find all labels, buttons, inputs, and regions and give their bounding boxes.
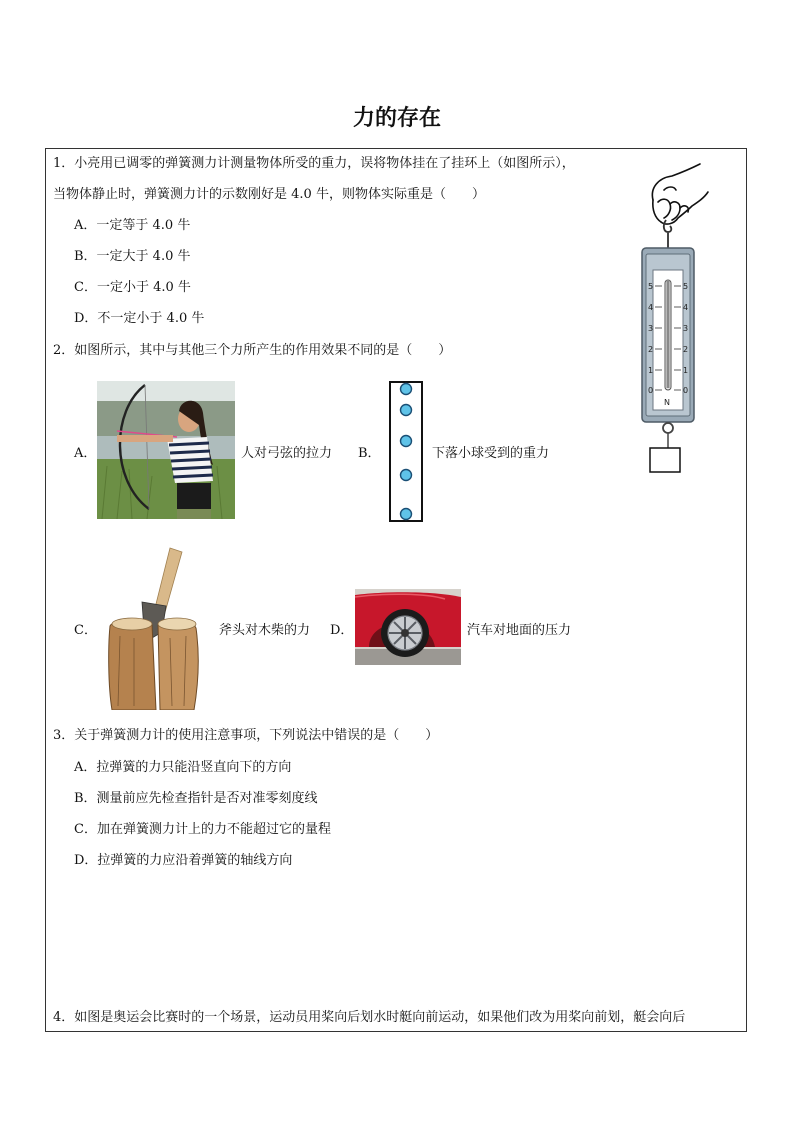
q3-option-a[interactable]: A．拉弹簧的力只能沿竖直向下的方向 (74, 760, 292, 775)
q2-option-a-caption: 人对弓弦的拉力 (241, 446, 333, 461)
q1-option-a[interactable]: A．一定等于 4.0 牛 (74, 218, 191, 233)
scale-tick-3-right: 3 (683, 324, 689, 333)
scale-tick-2-left: 2 (648, 345, 654, 354)
q2-option-d-caption: 汽车对地面的压力 (467, 623, 572, 638)
q2-option-c-caption: 斧头对木柴的力 (219, 623, 311, 638)
scale-tick-1-right: 1 (683, 366, 689, 375)
q2-option-b-caption: 下落小球受到的重力 (432, 446, 550, 461)
hand-icon (652, 164, 708, 224)
q2-option-b-letter[interactable]: B． (358, 446, 381, 461)
q3-option-c[interactable]: C．加在弹簧测力计上的力不能超过它的量程 (74, 822, 331, 837)
scale-tick-3-left: 3 (648, 324, 654, 333)
ball-icon (401, 509, 412, 520)
q3-option-d[interactable]: D．拉弹簧的力应沿着弹簧的轴线方向 (74, 853, 293, 868)
q1-option-d[interactable]: D．不一定小于 4.0 牛 (74, 311, 205, 326)
scale-tick-4-right: 4 (683, 303, 689, 312)
scale-tick-2-right: 2 (683, 345, 689, 354)
q2-option-a-letter[interactable]: A． (74, 446, 97, 461)
scale-tick-5-right: 5 (683, 282, 689, 291)
top-hook-icon (664, 220, 671, 232)
ball-icon (401, 436, 412, 447)
q1-stem-line2: 当物体静止时，弹簧测力计的示数刚好是 4.0 牛，则物体实际重是（ ） (53, 187, 485, 202)
q3-stem: 3．关于弹簧测力计的使用注意事项，下列说法中错误的是（ ） (53, 728, 439, 743)
q1-option-c[interactable]: C．一定小于 4.0 牛 (74, 280, 191, 295)
q3-option-b[interactable]: B．测量前应先检查指针是否对准零刻度线 (74, 791, 318, 806)
scale-unit: N (664, 398, 670, 407)
falling-ball-figure (388, 380, 424, 523)
q2-stem: 2．如图所示，其中与其他三个力所产生的作用效果不同的是（ ） (53, 343, 452, 358)
page-title: 力的存在 (352, 106, 441, 131)
q2-option-c-letter[interactable]: C． (74, 623, 97, 638)
q2-option-d-letter[interactable]: D． (330, 623, 354, 638)
scale-tick-1-left: 1 (648, 366, 654, 375)
ball-icon (401, 405, 412, 416)
q1-stem-line1: 1．小亮用已调零的弹簧测力计测量物体所受的重力，误将物体挂在了挂环上（如图所示）， (53, 156, 575, 171)
hanging-block (650, 448, 680, 472)
axe-wood-photo (104, 546, 200, 710)
scale-tick-4-left: 4 (648, 303, 654, 312)
scale-tick-0-left: 0 (648, 386, 654, 395)
scale-tick-5-left: 5 (648, 282, 654, 291)
ball-icon (401, 384, 412, 395)
ball-icon (401, 470, 412, 481)
q4-stem: 4．如图是奥运会比赛时的一个场景，运动员用桨向后划水时艇向前运动，如果他们改为用桨向前划，艇会向后 (53, 1010, 686, 1025)
q1-option-b[interactable]: B．一定大于 4.0 牛 (74, 249, 191, 264)
car-wheel-photo (355, 589, 461, 665)
scale-tick-0-right: 0 (683, 386, 689, 395)
archer-photo (97, 381, 235, 519)
spring-scale-figure (628, 160, 728, 478)
